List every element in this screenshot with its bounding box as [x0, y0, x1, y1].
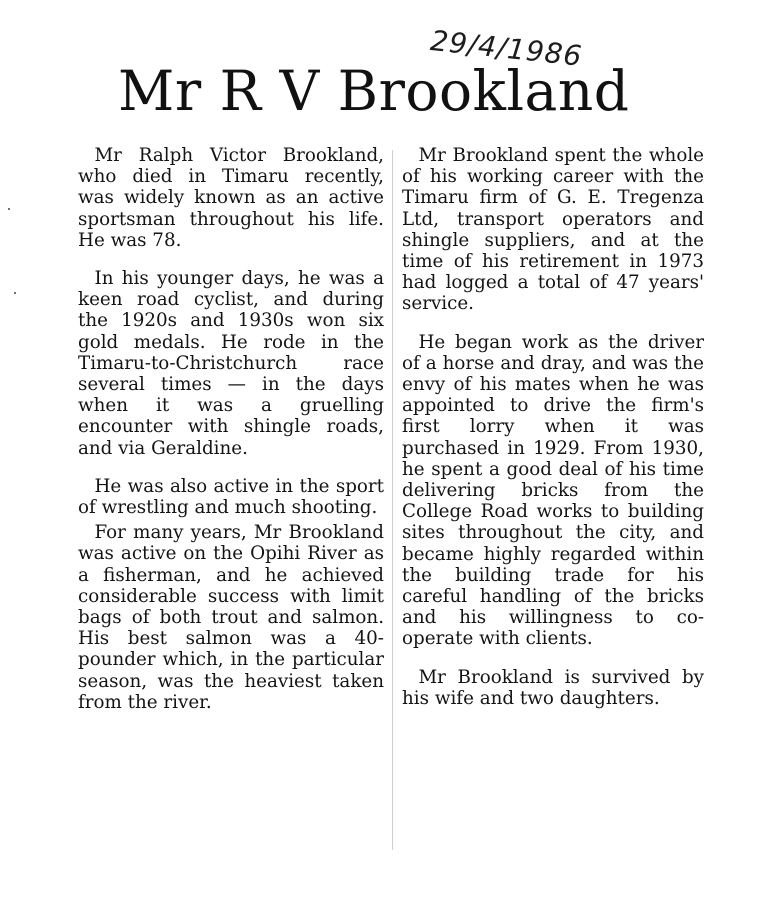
paragraph-career: Mr Brookland spent the whole of his working career with the Timaru firm of G. E. Tregenza Ltd, transport operators and shingle suppliers, and at the time of his retirement in 1973 had logged a total of 47 years' service.	[402, 145, 704, 315]
paragraph-survived-by: Mr Brookland is survived by his wife and two daughters.	[402, 666, 704, 709]
headline: Mr R V Brookland	[118, 59, 630, 123]
paragraph-lorry-driver: He began work as the driver of a horse and dray, and was the envy of his mates when he was appointed to drive the firm's first lorry when it was purchased in 1929. From 1930, he spent a good deal of his time delivering bricks from the College Road works to building sites throughout the city, and became highly regarded within the building trade for his careful handling of the bricks and his willingness to co-operate with clients.	[402, 331, 704, 650]
paragraph-wrestling: He was also active in the sport of wrestling and much shooting.	[78, 475, 384, 519]
handwritten-date: 29/4/1986	[428, 24, 584, 73]
column-divider	[392, 150, 393, 850]
paragraph-cycling: In his younger days, he was a keen road cyclist, and during the 1920s and 1930s won six gold medals. He rode in the Timaru-to-Christchurch race several times — in the days when it was a gruelling encounter with shingle roads, and via Geraldine.	[78, 268, 384, 459]
paragraph-fishing: For many years, Mr Brookland was active on the Opihi River as a fisherman, and he achieved considerable success with limit bags of both trout and salmon. His best salmon was a 40-pounder which, in the particular season, was the heaviest taken from the river.	[78, 522, 384, 713]
margin-speck	[14, 292, 16, 294]
margin-speck	[8, 208, 10, 210]
paragraph-obituary-intro: Mr Ralph Victor Brookland, who died in Timaru recently, was widely known as an active sportsman throughout his life. He was 78.	[78, 145, 384, 251]
left-column	[78, 145, 384, 730]
right-column	[402, 145, 704, 726]
